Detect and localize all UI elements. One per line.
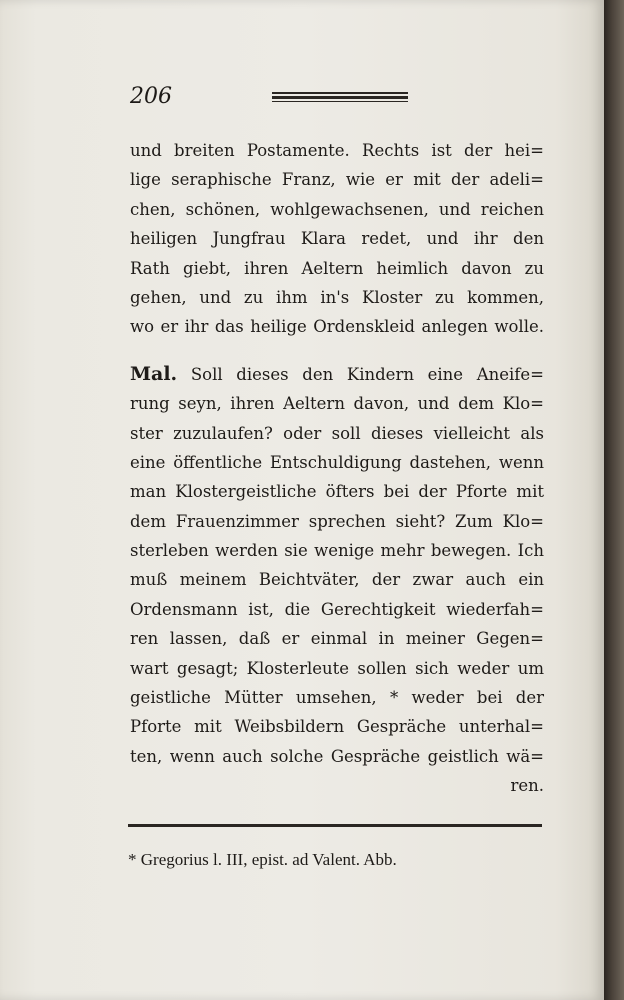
text-line: ten, wenn auch solche Gespräche geistlich wä= — [130, 746, 544, 766]
paragraph-2 — [130, 360, 544, 801]
text-line: ster zuzulaufen? oder soll dieses vielleicht als — [130, 423, 544, 443]
footnote-separator-rule — [128, 824, 542, 827]
text-line: ren lassen, daß er einmal in meiner Gegen= — [130, 629, 544, 649]
text-line: sterleben werden sie wenige mehr bewegen. Ich — [130, 541, 544, 561]
text-line: und breiten Postamente. Rechts ist der hei= — [130, 141, 544, 160]
text-line: dem Frauenzimmer sprechen sieht? Zum Klo= — [130, 511, 544, 531]
page-header — [130, 84, 540, 114]
text-line: Pforte mit Weibsbildern Gespräche unterhal= — [130, 717, 544, 737]
text-line: heiligen Jungfrau Klara redet, und ihr den — [130, 229, 544, 249]
text-line: Rath giebt, ihren Aeltern heimlich davon zu — [130, 258, 544, 278]
paragraph-1 — [130, 136, 544, 342]
text-line-last-word: ren. — [510, 776, 544, 796]
text-line: wart gesagt; Klosterleute sollen sich weder um — [130, 658, 544, 678]
footnote: * Gregorius l. III, epist. ad Valent. Abb. — [128, 850, 397, 869]
text-line-rest: Soll dieses den Kindern eine Aneife= — [190, 364, 545, 384]
text-line: gehen, und zu ihm in's Kloster zu kommen, — [130, 287, 544, 307]
text-line-first — [130, 360, 544, 389]
text-line: rung seyn, ihren Aeltern davon, und dem Klo= — [130, 394, 544, 414]
text-line: wo er ihr das heilige Ordenskleid anlegen wolle. — [130, 317, 544, 337]
body-text — [130, 136, 544, 801]
text-line: man Klostergeistliche öfters bei der Pforte mit — [130, 482, 544, 502]
page-edge-shadow — [604, 0, 624, 1000]
text-line: eine öffentliche Entschuldigung dastehen, wenn — [130, 452, 544, 472]
page-number: 206 — [130, 84, 172, 109]
text-line: Ordensmann ist, die Gerechtigkeit wiederfah= — [130, 599, 544, 619]
text-line: muß meinem Beichtväter, der zwar auch ein — [130, 570, 544, 590]
text-line: chen, schönen, wohlgewachsenen, und reichen — [130, 199, 544, 219]
text-line: geistliche Mütter umsehen, * weder bei der — [130, 688, 544, 708]
header-ornament-rule — [272, 92, 408, 104]
speaker-label: Mal. — [130, 362, 178, 385]
text-line: lige seraphische Franz, wie er mit der adeli= — [130, 170, 544, 190]
